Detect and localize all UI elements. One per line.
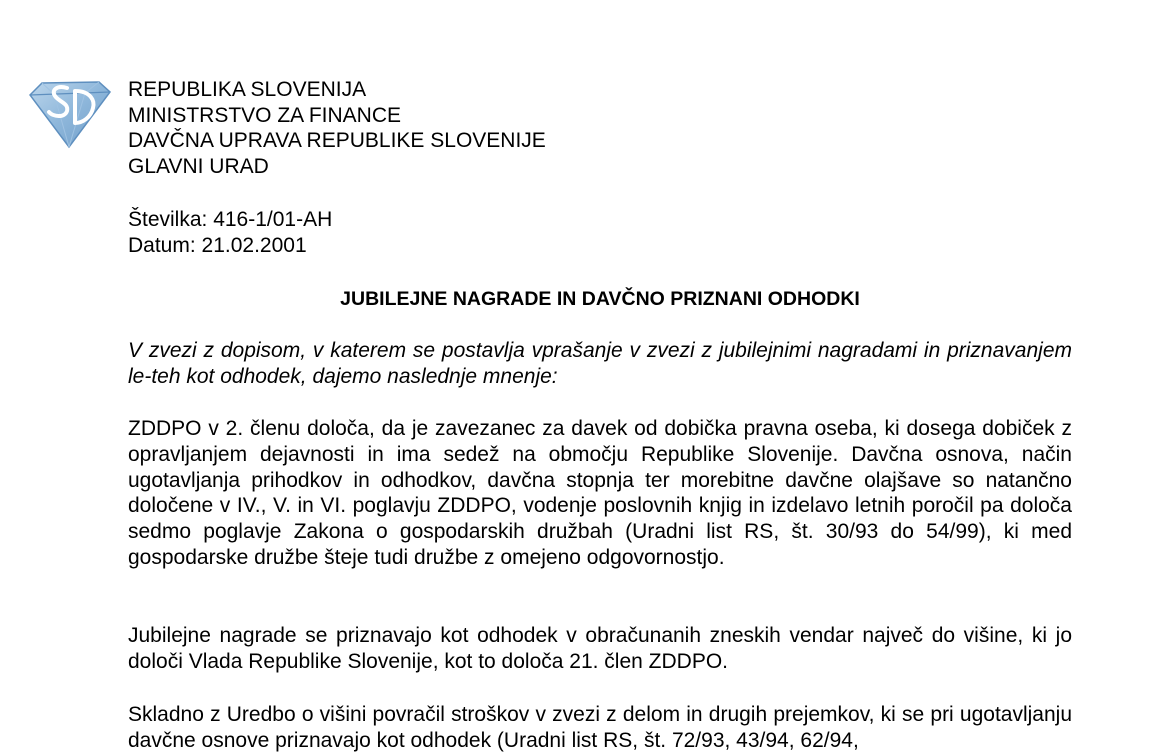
document-title: JUBILEJNE NAGRADE IN DAVČNO PRIZNANI ODHODKI [340, 288, 860, 310]
body-paragraph: ZDDPO v 2. členu določa, da je zavezanec za davek od dobička pravna oseba, ki dosega dobiček z opravljanjem dejavnosti in ima sedež na območju Republike Slovenije. Davčna osnova, način ugotavljanja prihodkov in odhodkov, davčna stopnja ter morebitne davčne olajšave so natančno določene v IV., V. in VI. poglavju ZDDPO, vodenje poslovnih knjig in izdelavo letnih poročil pa določa sedmo poglavje Zakona o gospodarskih družbah (Uradni list RS, št. 30/93 do 54/99), ki med gospodarske družbe šteje tudi družbe z omejeno odgovornostjo. [128, 417, 1072, 569]
document-reference [128, 207, 332, 259]
body-paragraph: Jubilejne nagrade se priznavajo kot odhodek v obračunanih zneskih vendar največ do višine, ki jo določi Vlada Republike Slovenije, kot to določa 21. člen ZDDPO. [128, 624, 1072, 673]
body-paragraph: Skladno z Uredbo o višini povračil stroškov v zvezi z delom in drugih prejemkov, ki se pri ugotavljanju davčne osnove priznavajo kot odhodek (Uradni list RS, št. 72/93, 43/94, 62/94, [128, 703, 1072, 752]
letterhead-line: REPUBLIKA SLOVENIJA [128, 78, 367, 101]
letterhead-line: MINISTRSTVO ZA FINANCE [128, 103, 402, 127]
letterhead-line: GLAVNI URAD [128, 154, 269, 178]
reference-number: Številka: 416-1/01-AH [128, 208, 333, 231]
tax-administration-logo [27, 77, 113, 149]
letterhead-line: DAVČNA UPRAVA REPUBLIKE SLOVENIJE [128, 129, 546, 152]
intro-paragraph: V zvezi z dopisom, v katerem se postavlja vprašanje v zvezi z jubilejnimi nagradami in priznavanjem le-teh kot odhodek, dajemo naslednje mnenje: [128, 339, 1072, 388]
letterhead [128, 77, 546, 179]
reference-date: Datum: 21.02.2001 [128, 234, 307, 257]
